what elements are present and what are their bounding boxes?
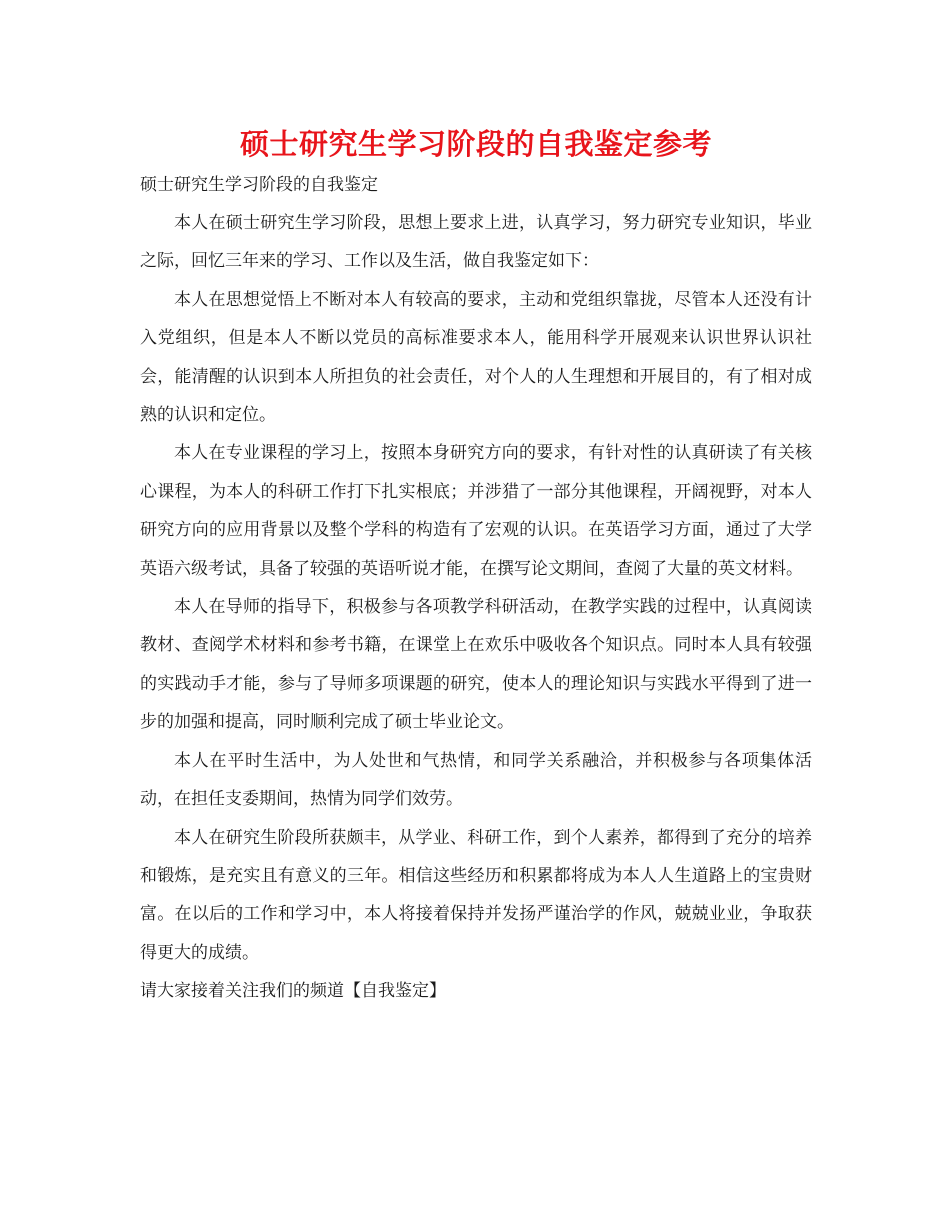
document-page [140,122,812,1010]
channel-footer-note: 请大家接着关注我们的频道【自我鉴定】 [140,981,446,1002]
paragraph-ideology: 本人在思想觉悟上不断对本人有较高的要求，主动和党组织靠拢，尽管本人还没有计入党组织，但是本人不断以党员的高标准要求本人，能用科学开展观来认识世界认识社会，能清醒的认识到本人所担负的社会责任，对个人的人生理想和开展目的，有了相对成熟的认识和定位。 [140,289,812,426]
paragraph-conclusion: 本人在研究生阶段所获颇丰，从学业、科研工作，到个人素养，都得到了充分的培养和锻炼，是充实且有意义的三年。相信这些经历和积累都将成为本人人生道路上的宝贵财富。在以后的工作和学习中，本人将接着保持并发扬严谨治学的作风，兢兢业业，争取获得更大的成绩。 [140,827,812,963]
paragraph-intro: 本人在硕士研究生学习阶段，思想上要求上进，认真学习，努力研究专业知识，毕业之际，回忆三年来的学习、工作以及生活，做自我鉴定如下： [140,213,812,272]
paragraph-life: 本人在平时生活中，为人处世和气热情，和同学关系融洽，并积极参与各项集体活动，在担任支委期间，热情为同学们效劳。 [140,750,812,810]
paragraph-coursework: 本人在专业课程的学习上，按照本身研究方向的要求，有针对性的认真研读了有关核心课程，为本人的科研工作打下扎实根底；并涉猎了一部分其他课程，开阔视野，对本人研究方向的应用背景以及整个学科的构造有了宏观的认识。在英语学习方面，通过了大学英语六级考试，具备了较强的英语听说才能，在撰写论文期间，查阅了大量的英文材料。 [140,443,812,579]
document-subtitle: 硕士研究生学习阶段的自我鉴定 [140,175,378,195]
document-title: 硕士研究生学习阶段的自我鉴定参考 [239,127,712,161]
paragraph-research: 本人在导师的指导下，积极参与各项教学科研活动，在教学实践的过程中，认真阅读教材、查阅学术材料和参考书籍，在课堂上在欢乐中吸收各个知识点。同时本人具有较强的实践动手才能，参与了导师多项课题的研究，使本人的理论知识与实践水平得到了进一步的加强和提高，同时顺利完成了硕士毕业论文。 [140,597,812,733]
